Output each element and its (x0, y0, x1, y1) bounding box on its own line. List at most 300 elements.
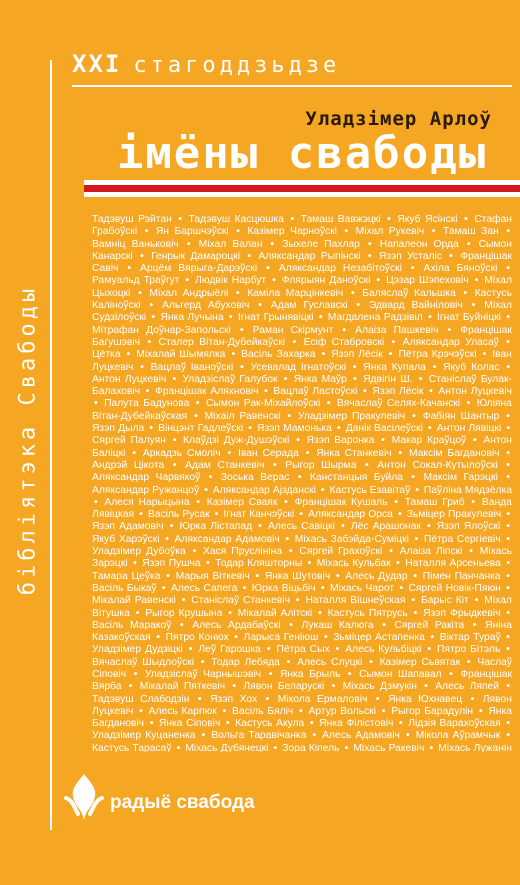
name-separator: • (284, 496, 288, 508)
name-separator: • (135, 607, 140, 619)
name-entry: Ванда Лявіцкая (92, 496, 512, 521)
name-entry: Рамуальд Траўгут (92, 275, 180, 287)
name-separator: • (391, 336, 396, 348)
name-separator: • (194, 410, 198, 422)
name-separator: • (144, 226, 149, 238)
name-separator: • (126, 349, 131, 361)
name-entry: Алесь Адамовіч (322, 730, 400, 742)
name-entry: Якуб Ясінскі (397, 214, 458, 225)
name-separator: • (506, 423, 510, 435)
name-separator: • (429, 742, 434, 752)
name-separator: • (387, 214, 391, 225)
series-vertical (8, 80, 48, 800)
name-separator: • (200, 656, 205, 668)
name-separator: • (415, 484, 419, 496)
series-word: стагоддзьдзе (133, 53, 341, 78)
name-separator: • (140, 361, 144, 373)
name-separator: • (172, 373, 177, 385)
name-separator: • (466, 398, 471, 410)
name-entry: Флярыян Даноўскі (281, 275, 371, 287)
name-separator: • (506, 607, 510, 619)
name-entry: Янка Маўр (293, 373, 347, 385)
name-entry: Станіслаў Булак-Балаховіч (92, 373, 512, 398)
name-separator: • (232, 681, 237, 693)
name-separator: • (176, 742, 181, 752)
name-entry: Аляксандар Орса (308, 509, 393, 521)
name-entry: Тадэвуш Рэйтан (92, 214, 172, 225)
name-separator: • (352, 361, 357, 373)
name-entry: Аляксандар Адамовіч (174, 533, 280, 545)
name-entry: Язэп Адамовіч (92, 521, 164, 533)
name-entry: Міхаіл Равенскі (204, 410, 281, 422)
name-entry: Магдалена Радзівіл (327, 312, 423, 324)
name-entry: Вячаслаў Селях-Качанскі (336, 398, 461, 410)
name-separator: • (286, 656, 291, 668)
name-entry: Рыгор Крушына (145, 607, 223, 619)
name-separator: • (449, 668, 453, 680)
name-separator: • (165, 533, 169, 545)
name-entry: Якуб Колас (443, 361, 500, 373)
name-separator: • (449, 250, 453, 262)
name-separator: • (335, 644, 340, 656)
name-separator: • (127, 263, 132, 275)
name-separator: • (318, 607, 322, 619)
name-separator: • (128, 681, 133, 693)
name-separator: • (138, 287, 142, 299)
name-separator: • (466, 656, 471, 668)
name-separator: • (398, 447, 403, 459)
name-entry: Антон Луцкевіч (438, 386, 512, 398)
name-entry: Ядвігін Ш. (363, 373, 413, 385)
name-separator: • (192, 546, 197, 558)
book-title: імёны свабоды (116, 128, 488, 179)
name-separator: • (186, 238, 191, 250)
name-separator: • (270, 238, 275, 250)
name-separator: • (405, 730, 410, 742)
name-separator: • (331, 681, 336, 693)
name-entry: Тодар Лебяда (211, 656, 280, 668)
name-entry: Хася Пруслініна (203, 546, 283, 558)
name-entry: Міхал Цыхоцкі (92, 275, 512, 299)
name-entry: Мітрафан Доўнар-Запольскі (92, 324, 231, 336)
name-separator: • (289, 619, 293, 631)
name-separator: • (506, 336, 510, 348)
name-separator: • (272, 275, 276, 287)
name-entry: Пятро Конюх (165, 632, 229, 644)
name-entry: Кастусь Пятрусь (327, 607, 408, 619)
name-entry: Язэп Ялоўскі (436, 521, 501, 533)
name-separator: • (132, 447, 136, 459)
name-entry: Язэп Лёсік (331, 349, 383, 361)
name-separator: • (248, 423, 252, 435)
name-separator: • (363, 386, 367, 398)
name-separator: • (410, 263, 415, 275)
name-entry: Янка Багдановіч (92, 705, 512, 730)
name-separator: • (342, 324, 347, 336)
name-separator: • (307, 558, 312, 570)
publisher-logo (58, 768, 258, 848)
name-entry: Алесь Сапега (170, 582, 238, 594)
name-separator: • (283, 373, 288, 385)
name-separator: • (166, 570, 170, 582)
name-entry: Язэп Фрыдкевіч (423, 607, 501, 619)
name-separator: • (427, 644, 432, 656)
name-separator: • (506, 582, 510, 594)
name-separator: • (463, 287, 468, 299)
name-entry: Канстанцыя Буйла (309, 472, 403, 484)
name-entry: Уладзімер Дудзіцкі (92, 644, 183, 656)
name-entry: Вамніц Ваньковіч (92, 238, 179, 250)
name-entry: Сымон Канарскі (92, 238, 512, 262)
name-separator: • (506, 632, 510, 644)
name-separator: • (397, 509, 402, 521)
name-entry: Казімер Сваяк (206, 496, 278, 508)
name-separator: • (506, 509, 510, 521)
name-separator: • (185, 275, 190, 287)
name-separator: • (318, 312, 323, 324)
name-separator: • (447, 324, 452, 336)
name-entry: Міхал Судзілоўскі (92, 300, 512, 324)
name-entry: Пётра Сых (276, 644, 330, 656)
name-separator: • (350, 287, 355, 299)
name-entry: Алаіза Пашкевіч (355, 324, 439, 336)
name-separator: • (133, 668, 138, 680)
name-entry: Тамаш Гриб (404, 496, 465, 508)
series-vertical-text: бібліятэка Свабоды (15, 284, 41, 596)
name-separator: • (474, 275, 479, 287)
name-separator: • (464, 214, 468, 225)
torch-flame-icon (58, 768, 110, 828)
name-entry: Андрэй Цікота (92, 459, 165, 471)
name-separator: • (413, 570, 417, 582)
name-entry: Міхал Андрыёлі (149, 287, 229, 299)
name-entry: Міхал Рукевіч (355, 226, 425, 238)
name-separator: • (305, 447, 310, 459)
name-entry: Міхалай Шымялка (136, 349, 226, 361)
name-entry: Тодар Кляшторны (215, 558, 303, 570)
name-separator: • (94, 398, 98, 410)
name-separator: • (335, 570, 340, 582)
name-separator: • (367, 250, 372, 262)
name-separator: • (258, 300, 262, 312)
name-separator: • (151, 312, 156, 324)
name-entry: Міхась Чарот (330, 582, 395, 594)
name-entry: Пётра Крэчэўскі (398, 349, 477, 361)
name-entry: Міхась Забэйда-Суміцкі (294, 533, 409, 545)
name-separator: • (432, 361, 437, 373)
name-separator: • (381, 705, 386, 717)
name-entry: Зора Кіпель (282, 742, 340, 752)
name-entry: Пятро Бітэль (437, 644, 501, 656)
name-entry: Вацлаў Ластоўскі (273, 386, 358, 398)
name-entry: Зоська Верас (220, 472, 290, 484)
name-separator: • (206, 558, 210, 570)
name-entry: Міхал Валан (198, 238, 263, 250)
name-separator: • (320, 484, 325, 496)
name-entry: Васіль Быкаў (92, 582, 157, 594)
name-entry: Лукаш Калюга (301, 619, 374, 631)
name-separator: • (228, 607, 232, 619)
name-separator: • (309, 718, 314, 730)
name-entry: Алесь Карпюк (148, 705, 217, 717)
name-separator: • (288, 546, 293, 558)
name-entry: Алаіза Ліпскі (399, 546, 463, 558)
name-entry: Рыгор Шырма (285, 459, 357, 471)
name-entry: Кастусь Акула (235, 718, 305, 730)
name-entry: Францішак Вярба (92, 668, 512, 693)
name-separator: • (478, 705, 483, 717)
name-separator: • (411, 595, 416, 607)
name-separator: • (344, 226, 349, 238)
name-entry: Вацлаў Іваноўскі (150, 361, 234, 373)
name-separator: • (228, 312, 233, 324)
name-entry: Янка Сіповіч (158, 718, 221, 730)
name-entry: Язэп Варонка (306, 435, 375, 447)
name-separator: • (240, 361, 244, 373)
name-separator: • (469, 546, 473, 558)
name-entry: Марыя Віткевіч (175, 570, 250, 582)
name-entry: Юліяна Вітан-Дубейкаўская (92, 398, 512, 422)
name-entry: Станіслаў Станкевіч (191, 595, 290, 607)
name-separator: • (424, 681, 428, 693)
name-separator: • (506, 570, 510, 582)
name-separator: • (506, 361, 510, 373)
name-separator: • (264, 386, 268, 398)
name-entry: Зьміцер Астапенка (333, 632, 425, 644)
name-separator: • (323, 632, 328, 644)
name-entry: Арцём Вярыга-Дарэўскі (140, 263, 258, 275)
name-entry: Міхал Вітушка (92, 595, 512, 619)
name-separator: • (225, 718, 230, 730)
name-entry: Тадэвуш Касцюшка (188, 214, 284, 225)
name-separator: • (506, 263, 510, 275)
name-separator: • (299, 509, 303, 521)
name-entry: Язэп Мамонька (257, 423, 332, 435)
name-entry: Альгерд Абуховіч (161, 300, 250, 312)
name-separator: • (412, 410, 416, 422)
name-entry: Міхась Дзмукін (342, 681, 417, 693)
name-separator: • (149, 718, 154, 730)
name-separator: • (381, 435, 385, 447)
name-entry: Язэп Пушча (142, 558, 201, 570)
name-separator: • (149, 300, 154, 312)
name-entry: Адам Станкевіч (185, 459, 265, 471)
name-entry: Казімер Чарноўскі (247, 226, 337, 238)
name-separator: • (365, 459, 369, 471)
name-separator: • (388, 349, 393, 361)
name-entry: Кастусь Каліноўскі (92, 287, 512, 312)
name-entry: Зыхеле Пахлар (282, 238, 360, 250)
name-separator: • (474, 595, 479, 607)
name-entry: Алесь Ляпей (435, 681, 500, 693)
name-entry: Ахіла Бяноўскі (423, 263, 498, 275)
name-entry: Алесь Дудар (345, 570, 408, 582)
name-separator: • (344, 742, 349, 752)
name-entry: Ігнат Грынявіцкі (237, 312, 314, 324)
name-entry: Ларыса Геніюш (243, 632, 319, 644)
name-entry: Зьміцер Пракулевіч (406, 509, 502, 521)
name-entry: Барыс Кіт (421, 595, 469, 607)
name-entry: Клаўдзі Дуж-Душэўскі (183, 435, 290, 447)
name-entry: Васіль Русак (147, 509, 210, 521)
name-separator: • (399, 718, 403, 730)
name-entry: Леў Гарошка (198, 644, 261, 656)
name-separator: • (161, 582, 166, 594)
name-separator: • (172, 459, 177, 471)
name-separator: • (506, 521, 510, 533)
name-entry: Казімер Сьвятак (379, 656, 461, 668)
name-separator: • (236, 226, 240, 238)
name-entry: Пімен Панчанка (422, 570, 501, 582)
name-entry: Лявон Луцкевіч (92, 693, 512, 717)
name-separator: • (427, 521, 431, 533)
name-separator: • (287, 410, 291, 422)
name-entry: Адам Гуславскі (270, 300, 348, 312)
name-entry: Аляксандар Ружанцоў (92, 484, 200, 496)
name-entry: Янка Станкевіч (316, 447, 392, 459)
name-separator: • (240, 324, 244, 336)
name-separator: • (472, 619, 477, 631)
name-separator: • (399, 582, 404, 594)
name-entry: Людвік Нарбут (195, 275, 267, 287)
name-entry: Тамаш Зан (443, 226, 499, 238)
name-separator: • (296, 435, 300, 447)
name-entry: Францішак Савіч (92, 250, 512, 275)
name-entry: Янка Лучына (160, 312, 224, 324)
name-separator: • (506, 472, 510, 484)
name-separator: • (273, 742, 278, 752)
name-separator: • (341, 521, 345, 533)
name-separator: • (139, 509, 143, 521)
name-separator: • (140, 250, 144, 262)
name-entry: Алеся Нарыцына (104, 496, 190, 508)
name-separator: • (470, 693, 475, 705)
name-separator: • (292, 336, 297, 348)
name-separator: • (506, 459, 510, 471)
name-entry: Ян Баршчэўскі (155, 226, 229, 238)
name-entry: Баляслаў Кальшка (362, 287, 456, 299)
name-separator: • (242, 582, 247, 594)
name-separator: • (466, 238, 471, 250)
name-entry: Стафан Грабоўскі (92, 214, 512, 238)
name-entry: Язэп Дыла (92, 423, 145, 435)
white-red-white-flag (84, 180, 520, 202)
name-entry: Есіф Стабровскі (303, 336, 385, 348)
name-entry: Францішак Аляхновіч (155, 386, 259, 398)
name-separator: • (413, 607, 418, 619)
name-separator: • (169, 521, 174, 533)
name-separator: • (506, 533, 510, 545)
name-entry: Сталер Вітан-Дубейкаўскі (158, 336, 286, 348)
name-separator: • (326, 398, 331, 410)
name-entry: Францішак Кушаль (294, 496, 388, 508)
name-separator: • (266, 644, 271, 656)
name-entry: Сяргей Грахоўскі (299, 546, 383, 558)
name-entry: Міхась Зарэцкі (92, 546, 512, 570)
name-entry: Палута Бадунова (104, 398, 190, 410)
name-separator: • (133, 558, 137, 570)
vertical-rule (50, 60, 52, 830)
name-separator: • (428, 312, 432, 324)
name-entry: Лідзія Варахоўская (408, 718, 501, 730)
name-separator: • (178, 214, 182, 225)
header-rule (72, 85, 512, 87)
name-entry: Язэп Лёсік (372, 386, 424, 398)
name-separator: • (482, 349, 487, 361)
name-entry: Лявон Беларускі (243, 681, 325, 693)
name-separator: • (376, 275, 381, 287)
name-separator: • (268, 668, 273, 680)
name-entry: Якуб Харэўскі (92, 533, 160, 545)
name-separator: • (506, 558, 510, 570)
names-list (92, 214, 512, 752)
name-entry: Мікалай Равенскі (92, 595, 176, 607)
name-separator: • (394, 496, 398, 508)
name-separator: • (236, 287, 240, 299)
name-separator: • (172, 435, 177, 447)
name-entry: Напалеон Орда (379, 238, 459, 250)
name-separator: • (471, 300, 476, 312)
name-entry: Наталля Вішнеўская (305, 595, 406, 607)
name-entry: Цэзар Шэпеховіч (386, 275, 469, 287)
name-entry: Янка Брыль (279, 668, 341, 680)
publisher-name: радыё свабода (110, 792, 255, 813)
name-entry: Янка Філістовіч (319, 718, 394, 730)
name-separator: • (227, 447, 232, 459)
name-separator: • (321, 349, 326, 361)
name-separator: • (396, 558, 400, 570)
name-separator: • (181, 595, 186, 607)
series-header (72, 50, 340, 78)
name-entry: Аляксандар Ajзданскі (212, 484, 316, 496)
name-entry: Іван Луцкевіч (92, 349, 512, 373)
name-separator: • (258, 521, 262, 533)
name-entry: Міхась Дубянецкі (185, 742, 269, 752)
name-separator: • (353, 373, 357, 385)
name-entry: Рыгор Барадулін (391, 705, 474, 717)
name-entry: Васіль Бяліч (232, 705, 294, 717)
name-entry: Антон Сокал-Кутылоўскі (377, 459, 498, 471)
name-entry: Сяргей Ракіта (394, 619, 465, 631)
name-entry: Аркадзь Смоліч (142, 447, 221, 459)
name-separator: • (431, 226, 436, 238)
name-separator: • (94, 496, 98, 508)
name-separator: • (197, 693, 202, 705)
name-entry: Эдвард Вайніловіч (368, 300, 463, 312)
name-separator: • (369, 656, 373, 668)
name-entry: Алесь Слуцкі (297, 656, 363, 668)
name-separator: • (299, 705, 303, 717)
name-separator: • (266, 263, 270, 275)
name-entry: Наталля Арсеньева (405, 558, 501, 570)
name-entry: Часлаў Сіповіч (92, 656, 512, 680)
name-entry: Лёс Арашонак (350, 521, 421, 533)
name-entry: Уладзімер Дубоўка (92, 546, 186, 558)
name-entry: Макар Краўцоў (391, 435, 467, 447)
name-entry: Алесь Ардабаўскі (192, 619, 281, 631)
name-separator: • (208, 472, 213, 484)
name-separator: • (312, 730, 317, 742)
name-entry: Уладзіслаў Галубок (182, 373, 278, 385)
name-separator: • (156, 632, 161, 644)
name-separator: • (506, 226, 510, 238)
name-separator: • (389, 546, 393, 558)
name-entry: Мікола Аўрамчык (415, 730, 501, 742)
name-separator: • (145, 386, 150, 398)
name-entry: Тадэвуш Слабодзін (92, 693, 190, 705)
name-separator: • (195, 398, 200, 410)
name-entry: Вячаслаў Шыдлоўскі (92, 656, 195, 668)
